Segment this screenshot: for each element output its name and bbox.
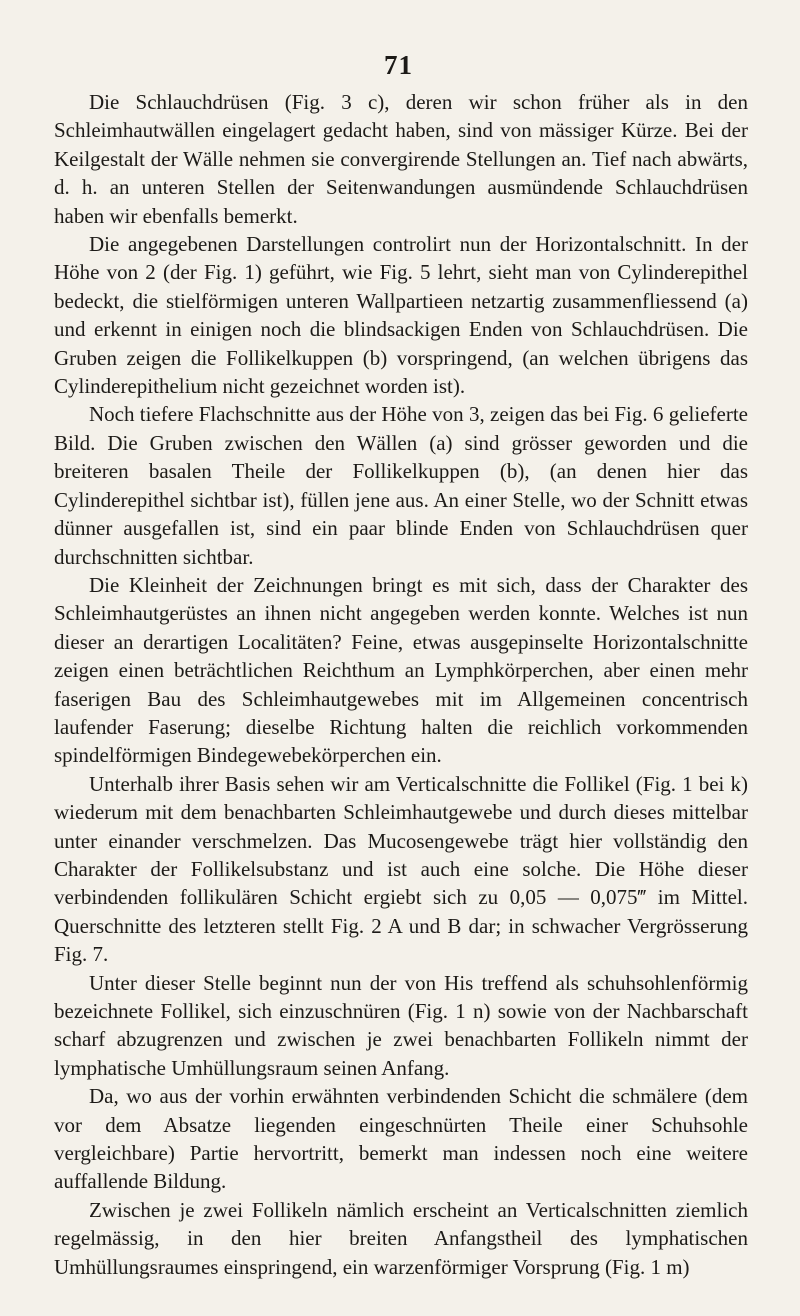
paragraph: Die angegebenen Darstellungen controlirt nun der Horizontalschnitt. In der Höhe von 2 (der Fig. 1) geführt, wie Fig. 5 lehrt, sieht man von Cylinderepithel bedeckt, die stielförmigen unteren Wallpartieen netzartig zusammenfliessend (a) und erkennt in einigen noch die blindsackigen Enden von Schlauchdrüsen. Die Gruben zeigen die Follikelkuppen (b) vorspringend, (an welchen übrigens das Cylinderepithelium nicht gezeichnet worden ist). [54,232,748,399]
page-number: 71 [384,50,413,80]
paragraph: Unter dieser Stelle beginnt nun der von His treffend als schuhsohlenförmig bezeichnete Follikel, sich einzuschnüren (Fig. 1 n) sowie von der Nachbarschaft scharf abzugrenzen und zwischen je zwei benachbarten Follikeln nimmt der lymphatische Umhüllungsraum seinen Anfang. [54,970,748,1080]
text-body [54,88,748,1281]
paragraph: Unterhalb ihrer Basis sehen wir am Verticalschnitte die Follikel (Fig. 1 bei k) wiederum mit dem benachbarten Schleimhautgewebe und durch dieses mittelbar unter einander verschmelzen. Das Mucosengewebe trägt hier vollständig den Charakter der Follikelsubstanz und ist auch eine solche. Die Höhe dieser verbindenden follikulären Schicht ergiebt sich zu 0,05 — 0,075‴ im Mittel. Querschnitte des letzteren stellt Fig. 2 A und B dar; in schwacher Vergrösserung Fig. 7. [54,771,748,967]
paragraph: Die Kleinheit der Zeichnungen bringt es mit sich, dass der Charakter des Schleimhautgerüstes an ihnen nicht angegeben werden konnte. Welches ist nun dieser an derartigen Localitäten? Feine, etwas ausgepinselte Horizontalschnitte zeigen einen beträchtlichen Reichthum an Lymphkörperchen, aber einen mehr faserigen Bau des Schleimhautgewebes mit im Allgemeinen concentrisch laufender Faserung; dieselbe Richtung halten die reichlich vorkommenden spindelförmigen Bindegewebekörperchen ein. [54,572,748,768]
paragraph: Noch tiefere Flachschnitte aus der Höhe von 3, zeigen das bei Fig. 6 gelieferte Bild. Die Gruben zwischen den Wällen (a) sind grösser geworden und die breiteren basalen Theile der Follikelkuppen (b), (an denen hier das Cylinderepithel sichtbar ist), füllen jene aus. An einer Stelle, wo der Schnitt etwas dünner ausgefallen ist, sind ein paar blinde Enden von Schlauchdrüsen quer durchschnitten sichtbar. [54,402,748,569]
paragraph: Zwischen je zwei Follikeln nämlich erscheint an Verticalschnitten ziemlich regelmässig, in den hier breiten Anfangstheil des lymphatischen Umhüllungsraumes einspringend, ein warzenförmiger Vorsprung (Fig. 1 m) [54,1197,748,1279]
paragraph: Die Schlauchdrüsen (Fig. 3 c), deren wir schon früher als in den Schleimhautwällen eingelagert gedacht haben, sind von mässiger Kürze. Bei der Keilgestalt der Wälle nehmen sie convergirende Stellungen an. Tief nach abwärts, d. h. an unteren Stellen der Seitenwandungen ausmündende Schlauchdrüsen haben wir ebenfalls bemerkt. [54,90,748,228]
paragraph: Da, wo aus der vorhin erwähnten verbindenden Schicht die schmälere (dem vor dem Absatze liegenden eingeschnürten Theile einer Schuhsohle vergleichbare) Partie hervortritt, bemerkt man indessen noch eine weitere auffallende Bildung. [54,1084,748,1194]
